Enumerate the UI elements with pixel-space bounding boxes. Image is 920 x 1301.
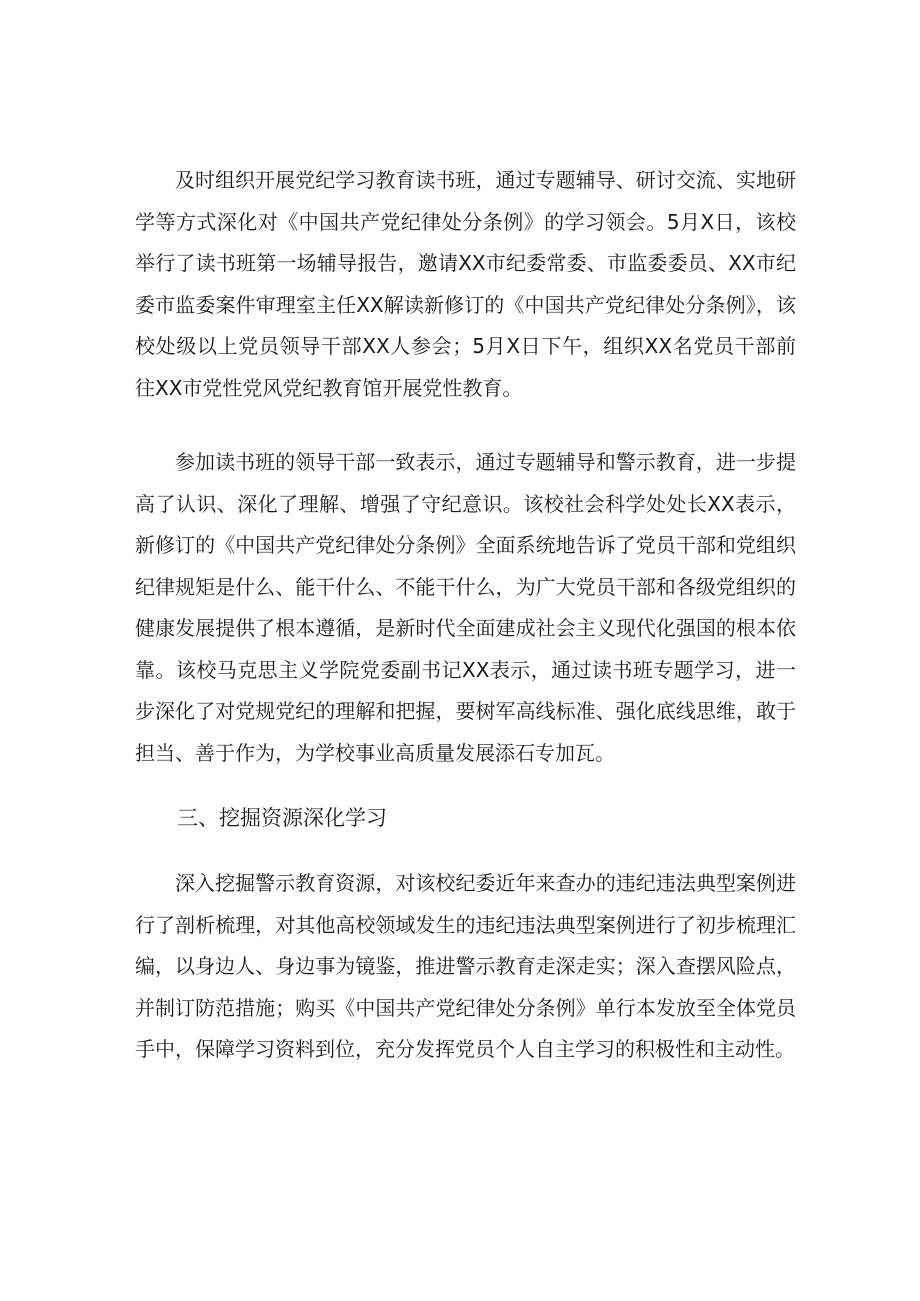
paragraph-cadre-feedback: 参加读书班的领导干部一致表示，通过专题辅导和警示教育，进一步提高了认识、深化了理解、增强了守纪意识。该校社会科学处处长XX表示，新修订的《中国共产党纪律处分条例》全面系统地告诉了党员干部和党组织纪律规矩是什么、能干什么、不能干什么，为广大党员干部和各级党组织的健康发展提供了根本遵循，是新时代全面建成社会主义现代化强国的根本依靠。该校马克思主义学院党委副书记XX表示，通过读书班专题学习，进一步深化了对党规党纪的理解和把握，要树军高线标准、强化底线思维，敢于担当、善于作为，为学校事业高质量发展添石专加瓦。 [135, 450, 796, 765]
paragraph-warning-education: 深入挖掘警示教育资源，对该校纪委近年来查办的违纪违法典型案例进行了剖析梳理，对其他高校领域发生的违纪违法典型案例进行了初步梳理汇编，以身边人、身边事为镜鉴，推进警示教育走深走实；深入查摆风险点，并制订防范措施；购买《中国共产党纪律处分条例》单行本发放至全体党员手中，保障学习资料到位，充分发挥党员个人自主学习的积极性和主动性。 [135, 871, 796, 1061]
paragraph-reading-class: 及时组织开展党纪学习教育读书班，通过专题辅导、研讨交流、实地研学等方式深化对《中国共产党纪律处分条例》的学习领会。5月X日，该校举行了读书班第一场辅导报告，邀请XX市纪委常委、市监委委员、XX市纪委市监委案件审理室主任XX解读新修订的《中国共产党纪律处分条例》，该校处级以上党员领导干部XX人参会；5月X日下午，组织XX名党员干部前往XX市党性党风党纪教育馆开展党性教育。 [135, 168, 796, 400]
section-heading-3: 三、挖掘资源深化学习 [177, 806, 387, 830]
